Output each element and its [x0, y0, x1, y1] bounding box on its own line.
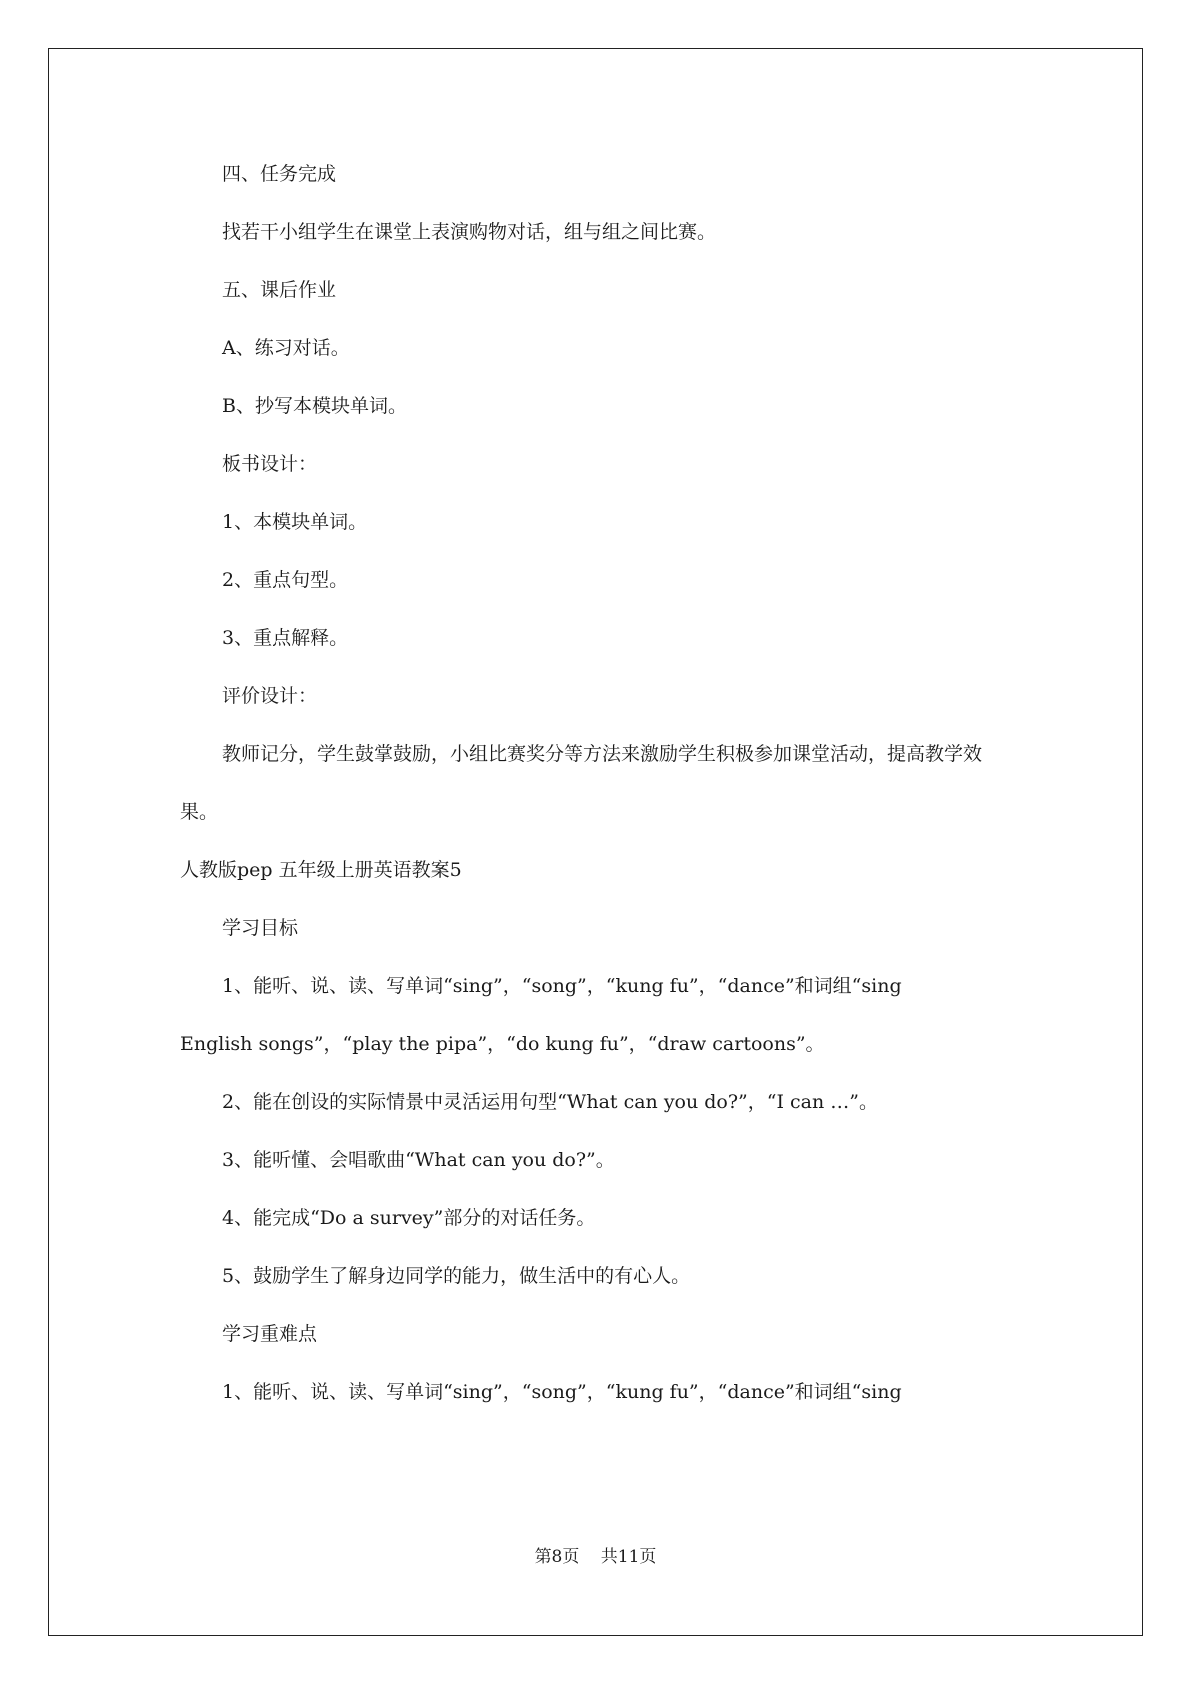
- list-item: 2、能在创设的实际情景中灵活运用句型“What can you do?”，“I can …”。: [222, 1091, 878, 1113]
- list-item: 5、鼓励学生了解身边同学的能力，做生活中的有心人。: [222, 1265, 691, 1287]
- list-item: 3、重点解释。: [222, 627, 349, 649]
- list-item: B、抄写本模块单词。: [222, 395, 407, 417]
- section-heading-board-design: 板书设计：: [222, 453, 318, 475]
- page-number: 第8页: [534, 1547, 580, 1567]
- document-title: 人教版pep 五年级上册英语教案5: [180, 859, 462, 881]
- list-item: A、练习对话。: [222, 337, 350, 359]
- paragraph-continuation: 果。: [180, 801, 219, 823]
- list-item: 4、能完成“Do a survey”部分的对话任务。: [222, 1207, 596, 1229]
- section-heading-task-completion: 四、任务完成: [222, 163, 337, 185]
- page-footer: [0, 1546, 1191, 1568]
- paragraph: 找若干小组学生在课堂上表演购物对话，组与组之间比赛。: [222, 221, 717, 243]
- paragraph: 教师记分，学生鼓掌鼓励，小组比赛奖分等方法来激励学生积极参加课堂活动，提高教学效: [222, 743, 983, 765]
- page-total: 共11页: [600, 1547, 657, 1567]
- section-heading-evaluation: 评价设计：: [222, 685, 318, 707]
- section-heading-homework: 五、课后作业: [222, 279, 337, 301]
- section-heading-key-points: 学习重难点: [222, 1323, 318, 1345]
- list-item: 3、能听懂、会唱歌曲“What can you do?”。: [222, 1149, 615, 1171]
- list-item: 2、重点句型。: [222, 569, 349, 591]
- list-item: 1、本模块单词。: [222, 511, 368, 533]
- list-item: 1、能听、说、读、写单词“sing”，“song”，“kung fu”，“dance”和词组“sing: [222, 975, 902, 997]
- list-item: 1、能听、说、读、写单词“sing”，“song”，“kung fu”，“dance”和词组“sing: [222, 1381, 902, 1403]
- section-heading-learning-goals: 学习目标: [222, 917, 299, 939]
- list-item-continuation: English songs”，“play the pipa”，“do kung fu”，“draw cartoons”。: [180, 1033, 825, 1055]
